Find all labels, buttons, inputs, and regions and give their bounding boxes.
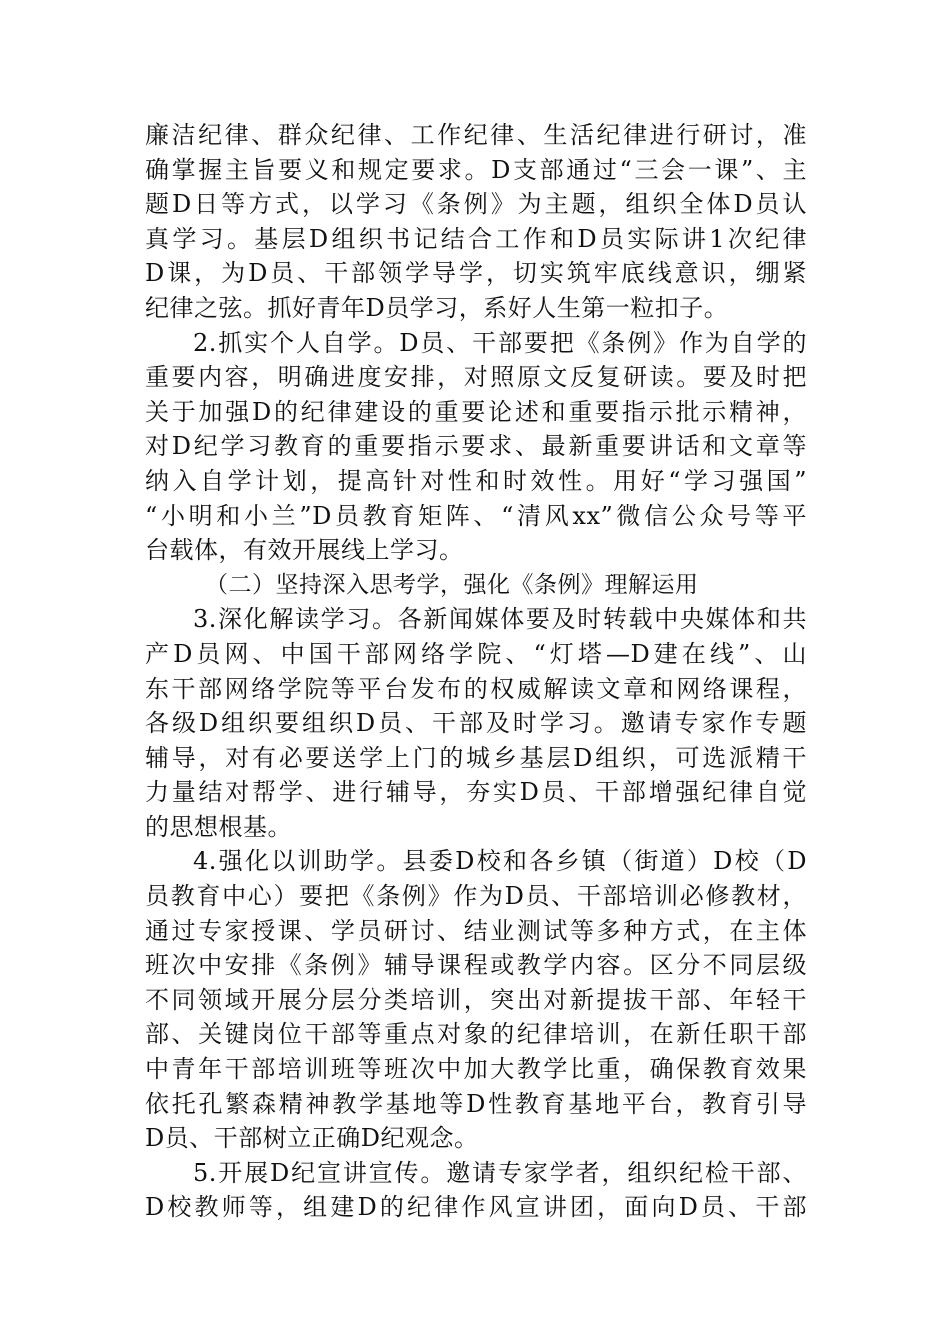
- text-line: 通过专家授课、学员研讨、结业测试等多种方式，在主体: [145, 916, 807, 945]
- text-line: 东干部网络学院等平台发布的权威解读文章和网络课程，: [145, 674, 807, 703]
- text-line: 依托孔繁森精神教学基地等D性教育基地平台，教育引导: [145, 1089, 807, 1118]
- text-line: 辅导，对有必要送学上门的城乡基层D组织，可选派精干: [145, 743, 807, 772]
- text-line: 重要内容，明确进度安排，对照原文反复研读。要及时把: [145, 363, 807, 392]
- text-line: 员教育中心）要把《条例》作为D员、干部培训必修教材，: [145, 882, 807, 911]
- text-line: 对D纪学习教育的重要指示要求、最新重要讲话和文章等: [145, 432, 807, 461]
- text-line: 题D日等方式，以学习《条例》为主题，组织全体D员认: [145, 190, 807, 219]
- text-line: 关于加强D的纪律建设的重要论述和重要指示批示精神，: [145, 397, 807, 426]
- text-line: 确掌握主旨要义和规定要求。D支部通过“三会一课”、主: [145, 155, 807, 184]
- text-line: D员、干部树立正确D纪观念。: [145, 1124, 479, 1153]
- text-line: D课，为D员、干部领学导学，切实筑牢底线意识，绷紧: [145, 259, 807, 288]
- text-line: 廉洁纪律、群众纪律、工作纪律、生活纪律进行研讨，准: [145, 121, 807, 149]
- text-line: “小明和小兰”D员教育矩阵、“清风xx”微信公众号等平: [145, 501, 807, 530]
- text-line: 真学习。基层D组织书记结合工作和D员实际讲1次纪律: [145, 224, 807, 253]
- text-line: 中青年干部培训班等班次中加大教学比重，确保教育效果: [145, 1055, 807, 1084]
- text-line: D校教师等，组建D的纪律作风宣讲团，面向D员、干部: [145, 1193, 807, 1222]
- text-line: 班次中安排《条例》辅导课程或教学内容。区分不同层级: [145, 951, 807, 980]
- text-line: 不同领域开展分层分类培训，突出对新提拔干部、年轻干: [145, 985, 807, 1014]
- paragraph-start-line: 5.开展D纪宣讲宣传。邀请专家学者，组织纪检干部、: [193, 1158, 807, 1187]
- text-line: 产D员网、中国干部网络学院、“灯塔—D建在线”、山: [145, 639, 807, 668]
- text-line: 台载体，有效开展线上学习。: [145, 536, 464, 565]
- paragraph-start-line: 2.抓实个人自学。D员、干部要把《条例》作为自学的: [193, 328, 807, 357]
- paragraph-start-line: 4.强化以训助学。县委D校和各乡镇（街道）D校（D: [193, 847, 807, 876]
- text-line: 纳入自学计划，提高针对性和时效性。用好“学习强国”: [145, 466, 807, 495]
- paragraph-start-line: 3.深化解读学习。各新闻媒体要及时转载中央媒体和共: [193, 605, 807, 634]
- section-heading: （二）坚持深入思考学，强化《条例》理解运用: [205, 571, 699, 598]
- text-line: 各级D组织要组织D员、干部及时学习。邀请专家作专题: [145, 709, 807, 738]
- text-line: 力量结对帮学、进行辅导，夯实D员、干部增强纪律自觉: [145, 778, 807, 807]
- body-text: [145, 118, 807, 1225]
- text-line: 的思想根基。: [145, 812, 292, 841]
- text-line: 部、关键岗位干部等重点对象的纪律培训，在新任职干部: [145, 1020, 807, 1049]
- text-line: 纪律之弦。抓好青年D员学习，系好人生第一粒扣子。: [145, 293, 729, 322]
